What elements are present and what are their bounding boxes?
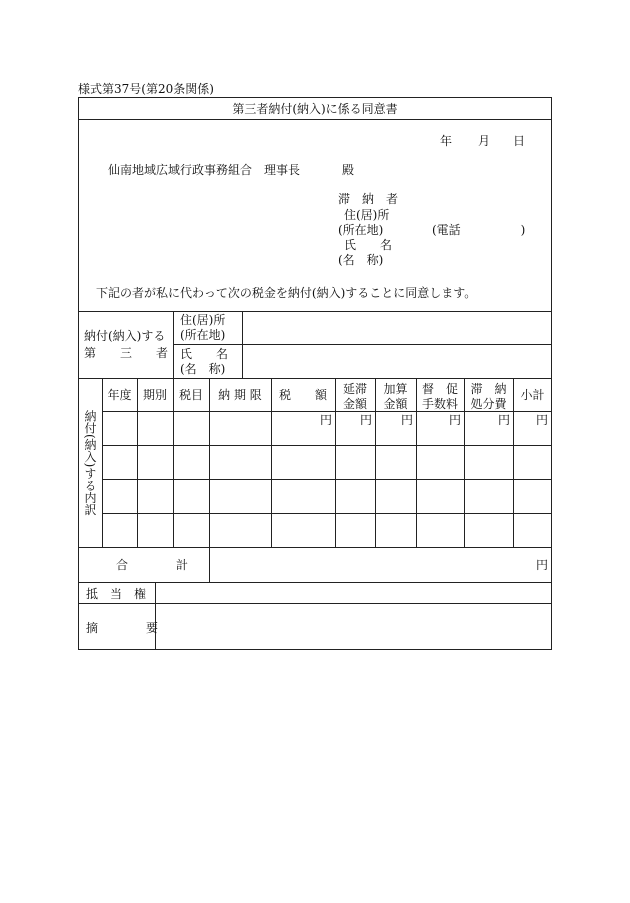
header-subtotal: 小計: [520, 388, 545, 402]
col-line-1: [137, 378, 138, 548]
header-reminder-fee: 督 促 手数料: [421, 382, 458, 411]
header-fiscal-year: 年度: [107, 388, 132, 402]
date-year: 年: [440, 134, 453, 148]
third-party-name-label: 氏 名: [180, 347, 229, 361]
third-party-top-line: [78, 311, 552, 312]
row-line-3: [102, 479, 552, 480]
total-bottom-line: [78, 582, 552, 583]
yen-late-fee: 円: [360, 413, 373, 427]
header-late-fee: 延滞 金額: [342, 382, 367, 411]
header-disposition-cost: 滞 納 処分費: [470, 382, 507, 411]
addressee: 仙南地域広域行政事務組合 理事長: [108, 163, 301, 177]
row-line-5: [78, 547, 552, 548]
date-day: 日: [513, 134, 526, 148]
form-title: 第三者納付(納入)に係る同意書: [232, 102, 398, 116]
total-label: 合 計: [116, 558, 189, 572]
delinquent-heading: 滞 納 者: [338, 192, 399, 206]
col-line-9: [513, 378, 514, 548]
yen-reminder-fee: 円: [449, 413, 462, 427]
row-line-2: [102, 445, 552, 446]
third-party-location-label: (所在地): [180, 328, 226, 342]
honorific: 殿: [342, 163, 355, 177]
yen-additional: 円: [401, 413, 414, 427]
delinquent-address-label: 住(居)所: [344, 208, 390, 222]
row-line-4: [102, 513, 552, 514]
col-line-2: [173, 378, 174, 548]
third-party-mid-line: [173, 344, 552, 345]
header-additional: 加算 金額: [383, 382, 408, 411]
header-tax-item: 税目: [178, 388, 203, 402]
yen-disposition-cost: 円: [498, 413, 511, 427]
third-party-label-1: 納付(納入)する: [84, 329, 166, 343]
yen-tax-amount: 円: [320, 413, 333, 427]
delinquent-location-label: (所在地): [338, 223, 384, 237]
title-divider: [78, 119, 552, 120]
total-yen: 円: [536, 558, 549, 572]
remarks-label: 摘 要: [86, 621, 159, 635]
third-party-name-alt-label: (名 称): [180, 362, 226, 376]
breakdown-side-label: 納付(納入)する内訳: [83, 410, 97, 516]
form-number: 様式第37号(第20条関係): [78, 82, 214, 96]
collateral-label: 抵 当 権: [86, 587, 147, 601]
date-month: 月: [478, 134, 491, 148]
col-line-3: [209, 378, 210, 582]
col-line-4: [271, 378, 272, 548]
third-party-label-2: 第 三 者: [84, 346, 169, 360]
consent-text: 下記の者が私に代わって次の税金を納付(納入)することに同意します。: [96, 286, 477, 300]
delinquent-name-alt-label: (名 称): [338, 253, 384, 267]
collateral-divider: [155, 582, 156, 650]
header-due-date: 納 期 限: [218, 388, 262, 402]
delinquent-phone-label: (電話 ): [432, 223, 526, 237]
breakdown-side-divider: [102, 378, 103, 548]
third-party-address-label: 住(居)所: [180, 313, 226, 327]
header-period: 期別: [142, 388, 167, 402]
collateral-bottom-line: [78, 603, 552, 604]
yen-subtotal: 円: [536, 413, 549, 427]
breakdown-top-line: [78, 378, 552, 379]
delinquent-name-label: 氏 名: [344, 238, 393, 252]
header-tax-amount: 税 額: [278, 388, 327, 402]
